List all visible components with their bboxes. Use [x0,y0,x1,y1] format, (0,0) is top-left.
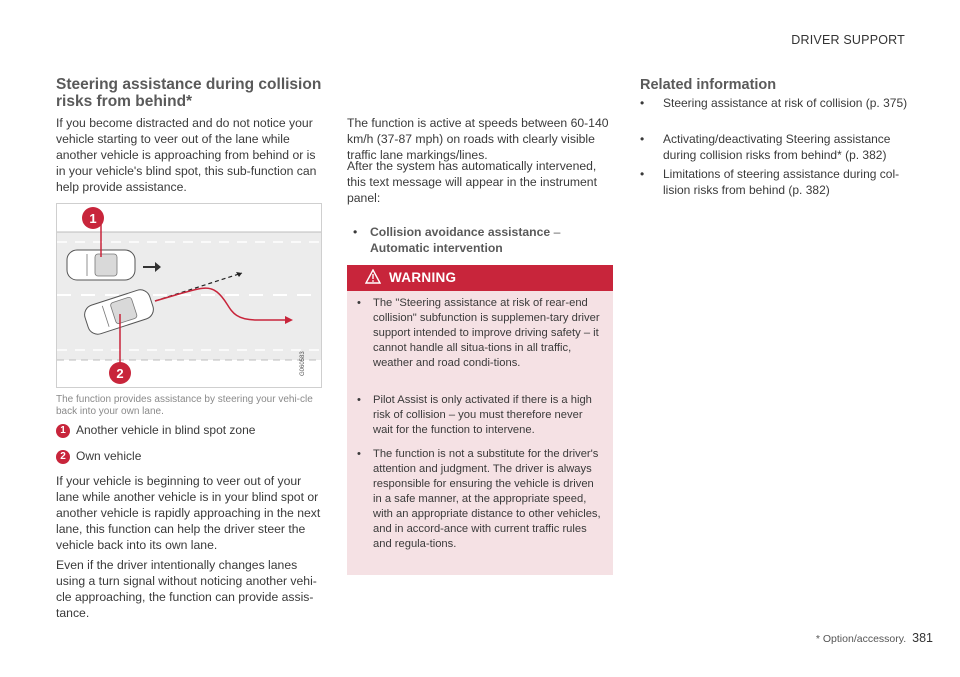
callout-badge-icon: 1 [56,424,70,438]
footnote: * Option/accessory. [815,633,907,645]
warning-triangle-icon [365,269,381,284]
warning-box [347,265,613,575]
legend-item-1 [56,423,255,438]
warning-item: • The function is not a substitute for the driver's attention and judgment. The driver is always responsible for ensuring the vehicle is driven in a safe manner, at the appropriate speed, with an appropriate distance to other vehicles, and in accord-ance with current traffic rules and regula-tions. [357,448,601,550]
related-link-2[interactable]: • Activating/deactivating Steering assistance during collision risks from behind* (p. 382) [640,132,891,162]
related-link-3[interactable]: • Limitations of steering assistance during col-lision risks from behind (p. 382) [640,167,900,197]
warning-item: • The "Steering assistance at risk of rear-end collision" subfunction is supplemen-tary driver support intended to improve driving safety – it cannot handle all situa-tions in all traffic, weather and road condi-tions. [357,297,600,369]
body-paragraph-4: After the system has automatically intervened, this text message will appear in the instrument panel: [347,159,597,205]
message-line-2: Automatic intervention [370,241,503,255]
warning-title: WARNING [389,270,457,285]
lane-diagram [57,204,321,387]
illustration-figure [56,203,322,388]
section-header: DRIVER SUPPORT [791,33,905,47]
warning-item: • Pilot Assist is only activated if there is a high risk of collision – you must therefore never wait for the function to intervene. [357,394,592,436]
figure-caption: The function provides assistance by steering your vehi-cle back into your own lane. [56,394,313,417]
related-title: Related information [640,77,777,93]
legend-label: Another vehicle in blind spot zone [76,423,256,437]
figure-code: G060583 [300,351,306,376]
page-number: 381 [912,631,933,645]
callout-number-2: 2 [116,366,124,381]
legend-item-2 [56,449,141,464]
body-paragraph-2: Even if the driver intentionally changes lanes using a turn signal without noticing another vehi-cle approaching, the function can provide assis-tance. [56,558,317,620]
page-title: Steering assistance during collision risks from behind* [56,76,322,110]
callout-badge-icon: 2 [56,450,70,464]
page-footer [816,631,933,645]
message-line-1: Collision avoidance assistance [370,225,551,239]
intro-paragraph: If you become distracted and do not notice your vehicle starting to veer out of the lane while another vehicle is approaching from behind or is in your vehicle's blind spot, this sub-function can help provide assistance. [56,116,317,194]
callout-number-1: 1 [89,211,97,226]
body-paragraph-3: The function is active at speeds between 60-140 km/h (37-87 mph) on roads with clearly visible traffic lane markings/lines. [347,116,609,162]
related-link-1[interactable]: • Steering assistance at risk of collision (p. 375) [640,96,908,110]
legend-label: Own vehicle [76,449,142,463]
warning-header [347,265,613,291]
body-paragraph-1: If your vehicle is beginning to veer out of your lane while another vehicle is in your blind spot or another vehicle is rapidly approaching in the next lane, this function can help the driver steer the vehicle back into its own lane. [56,474,321,552]
